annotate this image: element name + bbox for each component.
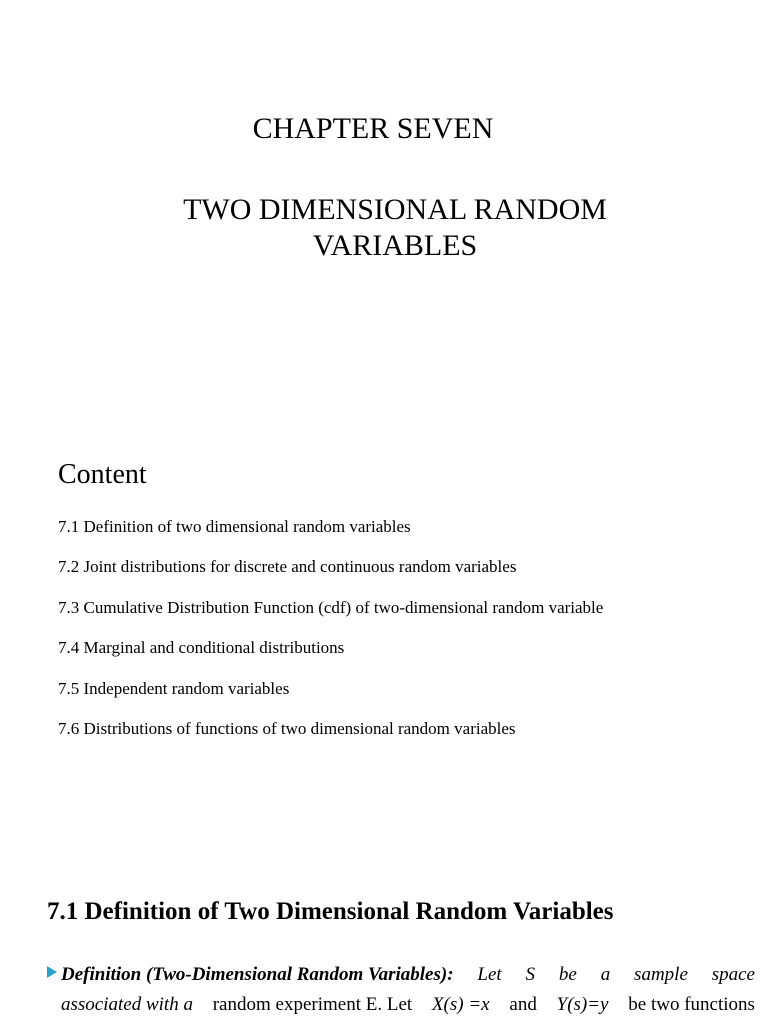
contents-item: 7.4 Marginal and conditional distributions (58, 638, 345, 658)
contents-item: 7.3 Cumulative Distribution Function (cdf) of two-dimensional random variable (58, 597, 604, 617)
definition-math-x: X(s) =x (431, 994, 490, 1015)
contents-item: 7.1 Definition of two dimensional random variables (58, 517, 411, 536)
contents-item: 7.6 Distributions of functions of two dimensional random variables (58, 718, 516, 738)
contents-item: 7.2 Joint distributions for discrete and continuous random variables (58, 557, 517, 577)
chapter-subtitle (0, 192, 768, 264)
contents-list (58, 517, 603, 759)
chapter-title: CHAPTER SEVEN (252, 112, 494, 145)
definition-word: space (711, 964, 755, 985)
chapter-subtitle-line-1: TWO DIMENSIONAL RANDOM (183, 193, 607, 226)
definition-math-y: Y(s)=y (556, 994, 609, 1015)
definition-phrase: be two functions (628, 994, 755, 1015)
chapter-subtitle-line-2: VARIABLES (312, 229, 478, 262)
contents-item: 7.5 Independent random variables (58, 678, 290, 698)
definition-term: Definition (Two-Dimensional Random Variables): (61, 964, 454, 985)
definition-phrase: associated with a (61, 994, 193, 1015)
definition-term-group (47, 960, 454, 990)
definition-line-1 (47, 960, 755, 990)
definition-line-2 (47, 990, 755, 1020)
contents-heading: Content (58, 459, 147, 490)
definition-phrase: and (509, 994, 537, 1015)
definition-paragraph (47, 960, 755, 1020)
definition-word: a (600, 964, 611, 985)
definition-word: sample (634, 964, 688, 985)
arrow-bullet-icon (47, 966, 57, 978)
definition-phrase: random experiment E. Let (212, 994, 413, 1015)
definition-word: Let (477, 964, 502, 985)
definition-word: be (558, 964, 577, 985)
definition-word: S (525, 964, 536, 985)
section-heading: 7.1 Definition of Two Dimensional Random Variables (47, 898, 614, 925)
